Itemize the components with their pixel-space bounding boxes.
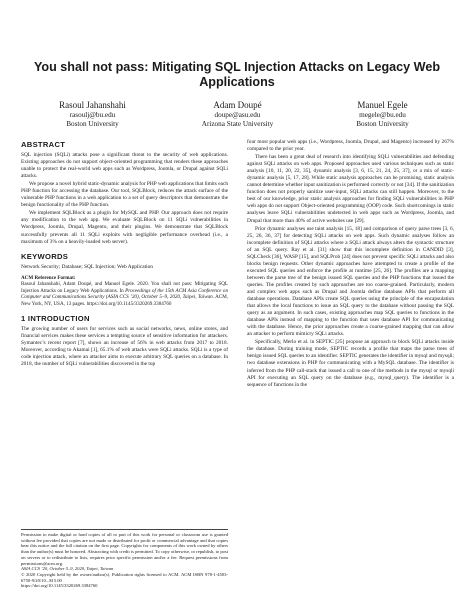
- abstract-paragraph: We propose a novel hybrid static-dynamic analysis for PHP web applications that limits each PHP function for accessing the database. Our tool, SQLBlock, reduces the attack surface of the vulnerable PHP functions in a web application to a set of query descriptors that demonstrate the benign functionality of the PHP function.: [21, 181, 228, 209]
- abstract-paragraph: We implement SQLBlock as a plugin for MySQL and PHP. Our approach does not require any modification to the web app. We evaluate SQLBlock on 11 SQLi vulnerabilities in Wordpress, Joomla, Drupal, Magento, and their plugins. We demonstrate that SQLBlock successfully prevents all 11 SQLi exploits with negligible performance overhead (i.e., a maximum of 3% on a heavily-loaded web server).: [21, 210, 228, 245]
- intro-paragraph: The growing number of users for services such as social networks, news, online stores, and financial services makes these services a tempting source of sensitive information for attackers. Symantec’s recent report [7], shows an increase of 56% in web attacks from 2017 to 2018. Moreover, according to Akamai [1], 65.1% of web attacks were SQLi attacks. SQLi is a type of code injection attack, where an attacker aims to execute arbitrary SQL queries on a database. In 2018, the number of SQLi vulnerabilities discovered in the top: [21, 325, 228, 367]
- author-email: doupe@asu.edu: [214, 111, 261, 119]
- copyright-footnote: [21, 529, 228, 589]
- author-email: megele@bu.edu: [359, 111, 406, 119]
- intro-heading: 1 INTRODUCTION: [21, 313, 90, 323]
- author-2: [165, 100, 310, 129]
- body-paragraph: Prior dynamic analyses use taint analysis [15, 18] and comparison of query parse trees [3, 6, 25, 26, 36, 37] for detecting SQLi attacks on web apps. Such dynamic analyses follow an incomplete definition of SQLi attacks where a SQLi attack always alters the syntactic structure of an SQL query. Ray et al. [31] show that this incomplete definition in CANDID [3], SQLCheck [36], WASP [15], and SQLProb [24] does not prevent specific SQLi attacks and also blocks benign requests. Other dynamic approaches have attempted to create a profile of the executed SQL queries and enforce the profile at runtime [25, 26]. The profiles are a mapping between the parse tree of the benign issued SQL queries and the PHP functions that issued the queries. The profiles created by such approaches are too coarse-grained. Particularly, modern and complex web apps such as Drupal and Joomla define database APIs that perform all database operations. Database APIs create SQL queries using the principle of the encapsulation that allows the local functions to issue an SQL query to the database without passing the SQL query as an argument. In such cases, existing approaches map SQL queries to functions in the database APIs instead of mapping to the function that uses database API for communicating with the database. Hence, the prior approaches create a coarse-grained mapping that can allow an attacker to perform mimicry SQLi attacks.: [247, 225, 454, 338]
- author-name: Rasoul Jahanshahi: [59, 100, 126, 110]
- abstract-heading: ABSTRACT: [21, 140, 66, 149]
- author-name: Manuel Egele: [357, 100, 408, 110]
- author-affiliation: Boston University: [66, 120, 119, 128]
- acm-reference-text-end: ACM, New York, NY, USA, 13 pages. https://doi.org/10.1145/3320269.3384760: [21, 294, 228, 308]
- author-name: Adam Doupé: [213, 100, 262, 110]
- acm-reference-label: ACM Reference Format:: [21, 274, 76, 281]
- author-affiliation: Boston University: [356, 120, 409, 128]
- body-paragraph: Specifically, Merlo et al. in SEPTIC [25] propose an approach to block SQLi attacks inside the database. During training mode, SEPTIC records a profile that maps the parse trees of benign issued SQL queries to an identifier. SEPTIC generates the identifier in mysql and mysqli; two database extensions in PHP for communicating with a MySQL database. The identifier is inferred from the PHP call-stack that issued a call to one of the methods in the mysql or mysqli API for executing an SQL query on the database (e.g., mysql_query). The identifier is a sequence of functions in the: [247, 339, 454, 388]
- acm-reference-venue: Proceedings of the 15th ACM Asia Conference on Computer and Communications Security (ASIA CCS ’20), October 5–9, 2020, Taipei, Taiwan.: [21, 287, 229, 301]
- keywords-text: Network Security; Database; SQL Injection; Web Application: [21, 263, 153, 270]
- author-1: [20, 100, 165, 129]
- acm-reference: [21, 281, 228, 307]
- author-email: rasoulj@bu.edu: [69, 111, 116, 119]
- right-column: [247, 139, 454, 390]
- abstract-paragraph: SQL injection (SQLi) attacks pose a significant threat to the security of web applications. Existing approaches do not support object-oriented programming that renders these approaches unable to protect the real-world web apps such as Wordpress, Joomla, or Drupal against SQLi attacks.: [21, 152, 228, 180]
- permission-notice: Permission to make digital or hard copies of all or part of this work for personal or classroom use is granted without fee provided that copies are not made or distributed for profit or commercial advantage and that copies bear this notice and the full citation on the first page. Copyrights for components of this work owned by others than the author(s) must be honored. Abstracting with credit is permitted. To copy otherwise, or republish, to post on servers or to redistribute to lists, requires prior specific permission and/or a fee. Request permissions from permissions@acm.org.: [21, 532, 228, 566]
- footnote-copyright: © 2020 Copyright held by the owner/author(s). Publication rights licensed to ACM. ACM ISBN 978-1-4503-6750-9/20/10...$15.00: [21, 571, 228, 583]
- keywords-heading: KEYWORDS: [21, 251, 69, 261]
- left-column: [21, 140, 228, 369]
- footnote-venue: ASIA CCS ’20, October 5–9, 2020, Taipei, Taiwan: [21, 566, 114, 572]
- paper-title: You shall not pass: Mitigating SQL Injection Attacks on Legacy Web Applications: [33, 60, 441, 89]
- acm-reference-text: Rasoul Jahanshahi, Adam Doupé, and Manuel Egele. 2020. You shall not pass: Mitigating SQL Injection Attacks on Legacy Web Applications. In: [21, 281, 228, 294]
- body-paragraph: There has been a great deal of research into identifying SQLi vulnerabilities and defending against SQLi attacks on web apps. Proposed approaches used various techniques such as static analysis [10, 11, 20, 22, 35], dynamic analysis [3, 6, 15, 21, 24, 25, 37], or a mix of static-dynamic analysis [5, 17, 28]. While static analysis approaches can be promising, static analysis cannot determine whether input sanitization is performed correctly or not [34]. If the sanitization function does not properly sanitize user-input, SQLi attacks can still happen. Moreover, to the best of our knowledge, prior static analysis approaches for finding SQLi vulnerabilities in PHP web apps do not support Object-oriented programming (OOP) code. Such shortcomings in static analyses leave SQLi vulnerabilities undetected in web apps such as Wordpress, Joomla, and Drupal that more than 40% of active websites use [29].: [247, 154, 454, 224]
- author-affiliation: Arizona State University: [201, 120, 274, 128]
- footnote-doi: https://doi.org/10.1145/3320269.3384760: [21, 583, 98, 589]
- body-paragraph: four most popular web apps (i.e., Wordpress, Joomla, Drupal, and Magento) increased by 267% compared to the prior year.: [247, 139, 454, 153]
- author-3: [310, 100, 455, 129]
